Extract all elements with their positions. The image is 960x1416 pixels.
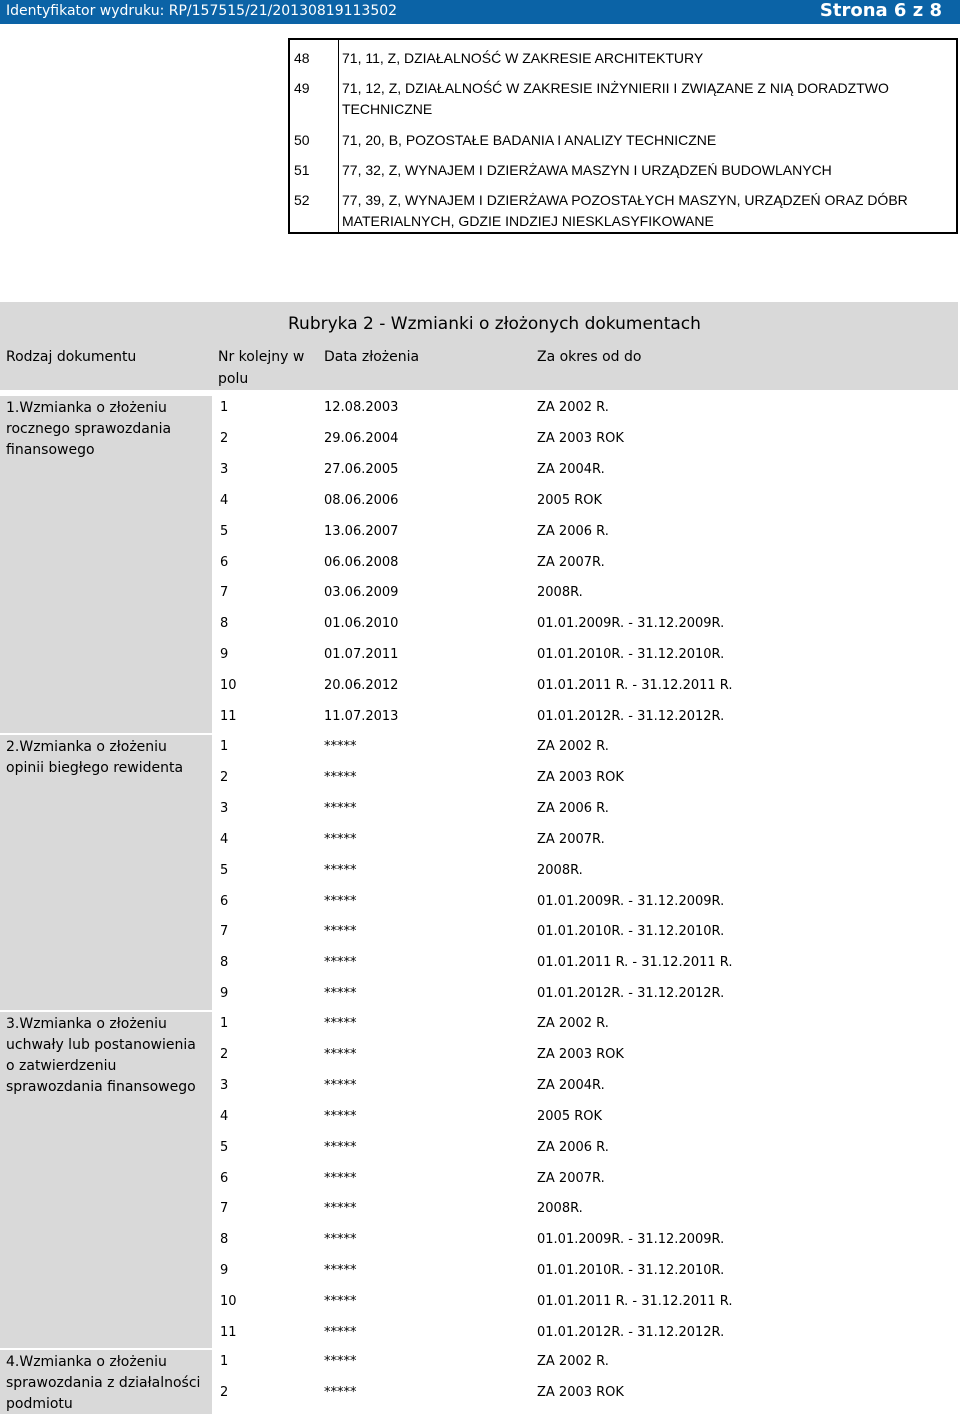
pkd-row-number: 50 — [294, 132, 310, 148]
sequence-number: 2 — [220, 430, 229, 446]
document-type-label: 3.Wzmianka o złożeniu uchwały lub postanowienia o zatwierdzeniu sprawozdania finansowego — [6, 1016, 196, 1095]
period: 2008R. — [537, 585, 583, 601]
sequence-number: 4 — [220, 1108, 229, 1124]
document-type-label: 1.Wzmianka o złożeniu rocznego sprawozdania finansowego — [6, 400, 172, 458]
sequence-number: 11 — [220, 1325, 237, 1340]
sequence-number: 10 — [220, 1294, 237, 1310]
filing-date: ***** — [324, 1232, 357, 1248]
filing-date: 01.07.2011 — [324, 647, 399, 663]
sequence-number: 1 — [220, 1016, 229, 1031]
sequence-number: 8 — [220, 1232, 229, 1248]
sequence-number: 4 — [220, 492, 229, 508]
filing-date: ***** — [324, 1046, 357, 1062]
period: ZA 2002 R. — [537, 739, 609, 754]
column-header-filing-date: Data złożenia — [324, 349, 420, 365]
sequence-number: 3 — [220, 800, 229, 816]
sequence-number: 1 — [220, 400, 229, 415]
filing-date: ***** — [324, 739, 357, 754]
pkd-row-number: 52 — [294, 192, 310, 208]
filing-date: ***** — [324, 800, 357, 816]
filing-date: ***** — [324, 955, 357, 971]
sequence-number: 6 — [220, 1170, 229, 1186]
filing-date: ***** — [324, 1201, 357, 1217]
sequence-number: 6 — [220, 893, 229, 909]
filing-date: 12.08.2003 — [324, 400, 399, 415]
period: ZA 2003 ROK — [537, 430, 624, 446]
period: 01.01.2012R. - 31.12.2012R. — [537, 709, 725, 724]
period: ZA 2002 R. — [537, 1354, 609, 1369]
filing-date: ***** — [324, 1263, 357, 1279]
pkd-row-number: 48 — [294, 50, 310, 66]
period: ZA 2003 ROK — [537, 769, 624, 785]
period: 01.01.2009R. - 31.12.2009R. — [537, 893, 725, 909]
print-header-bar — [0, 0, 960, 24]
filing-date: ***** — [324, 831, 357, 847]
filing-date: ***** — [324, 986, 357, 1002]
pkd-description-line: TECHNICZNE — [342, 101, 433, 117]
filing-date: 27.06.2005 — [324, 461, 399, 477]
sequence-number: 9 — [220, 1263, 229, 1279]
filing-date: 08.06.2006 — [324, 492, 399, 508]
filing-date: 29.06.2004 — [324, 430, 399, 446]
period: 01.01.2010R. - 31.12.2010R. — [537, 924, 725, 940]
filing-date: 01.06.2010 — [324, 616, 399, 632]
pkd-row-number: 51 — [294, 162, 310, 178]
period: ZA 2006 R. — [537, 1139, 609, 1155]
period: 01.01.2012R. - 31.12.2012R. — [537, 986, 725, 1002]
period: 2005 ROK — [537, 1108, 603, 1124]
sequence-number: 10 — [220, 678, 237, 694]
sequence-number: 6 — [220, 554, 229, 570]
sequence-number: 5 — [220, 1139, 229, 1155]
document-type-label: 2.Wzmianka o złożeniu opinii biegłego rewidenta — [6, 739, 184, 776]
period: 2008R. — [537, 862, 583, 878]
period: ZA 2007R. — [537, 1170, 605, 1186]
column-header-document-type: Rodzaj dokumentu — [6, 349, 137, 365]
filing-date: ***** — [324, 893, 357, 909]
filing-date: ***** — [324, 924, 357, 940]
sequence-number: 5 — [220, 862, 229, 878]
filing-date: 03.06.2009 — [324, 585, 399, 601]
period: ZA 2006 R. — [537, 523, 609, 539]
pkd-description-line: 71, 20, B, POZOSTAŁE BADANIA I ANALIZY TECHNICZNE — [342, 132, 717, 148]
sequence-number: 1 — [220, 1354, 229, 1369]
pkd-description-line: MATERIALNYCH, GDZIE INDZIEJ NIESKLASYFIKOWANE — [342, 213, 714, 229]
filing-date: 11.07.2013 — [324, 709, 399, 724]
sequence-number: 7 — [220, 924, 229, 940]
period: 01.01.2011 R. - 31.12.2011 R. — [537, 1294, 733, 1310]
sequence-number: 9 — [220, 986, 229, 1002]
filing-date: ***** — [324, 769, 357, 785]
sequence-number: 2 — [220, 1384, 229, 1400]
period: 01.01.2010R. - 31.12.2010R. — [537, 1263, 725, 1279]
filing-date: ***** — [324, 1354, 357, 1369]
sequence-number: 3 — [220, 1077, 229, 1093]
rubryka-title: Rubryka 2 - Wzmianki o złożonych dokumentach — [288, 314, 701, 334]
sequence-number: 7 — [220, 1201, 229, 1217]
sequence-number: 8 — [220, 955, 229, 971]
period: 01.01.2009R. - 31.12.2009R. — [537, 616, 725, 632]
filing-date: 13.06.2007 — [324, 523, 399, 539]
document-type-label: 4.Wzmianka o złożeniu sprawozdania z działalności podmiotu — [6, 1354, 201, 1412]
pkd-column-divider — [338, 40, 339, 232]
pkd-description-line: 71, 11, Z, DZIAŁALNOŚĆ W ZAKRESIE ARCHITEKTURY — [342, 50, 704, 66]
period: 01.01.2012R. - 31.12.2012R. — [537, 1325, 725, 1340]
print-identifier: Identyfikator wydruku: RP/157515/21/20130819113502 — [6, 3, 398, 19]
pkd-description-line: 77, 32, Z, WYNAJEM I DZIERŻAWA MASZYN I URZĄDZEŃ BUDOWLANYCH — [342, 162, 832, 178]
filing-date: ***** — [324, 1077, 357, 1093]
filing-date: ***** — [324, 1016, 357, 1031]
pkd-row-description — [342, 78, 942, 120]
sequence-number: 5 — [220, 523, 229, 539]
period: ZA 2006 R. — [537, 800, 609, 816]
period: 01.01.2011 R. - 31.12.2011 R. — [537, 955, 733, 971]
filing-date: ***** — [324, 1170, 357, 1186]
sequence-number: 8 — [220, 616, 229, 632]
column-header-period: Za okres od do — [537, 349, 642, 365]
sequence-number: 2 — [220, 769, 229, 785]
filing-date: 06.06.2008 — [324, 554, 399, 570]
period: 2008R. — [537, 1201, 583, 1217]
pkd-row-description — [342, 160, 942, 181]
period: ZA 2004R. — [537, 461, 605, 477]
pkd-row-description — [342, 130, 942, 151]
sequence-number: 2 — [220, 1046, 229, 1062]
period: ZA 2002 R. — [537, 1016, 609, 1031]
filing-date: ***** — [324, 1108, 357, 1124]
pkd-description-line: 71, 12, Z, DZIAŁALNOŚĆ W ZAKRESIE INŻYNIERII I ZWIĄZANE Z NIĄ DORADZTWO — [342, 80, 889, 96]
filing-date: 20.06.2012 — [324, 678, 399, 694]
sequence-number: 3 — [220, 461, 229, 477]
sequence-number: 7 — [220, 585, 229, 601]
filing-date: ***** — [324, 862, 357, 878]
period: ZA 2003 ROK — [537, 1384, 624, 1400]
pkd-row-description — [342, 48, 942, 69]
filing-date: ***** — [324, 1325, 357, 1340]
filing-date: ***** — [324, 1384, 357, 1400]
period: ZA 2007R. — [537, 831, 605, 847]
filing-date: ***** — [324, 1139, 357, 1155]
sequence-number: 1 — [220, 739, 229, 754]
period: 2005 ROK — [537, 492, 603, 508]
sequence-number: 11 — [220, 709, 237, 724]
sequence-number: 9 — [220, 647, 229, 663]
period: 01.01.2009R. - 31.12.2009R. — [537, 1232, 725, 1248]
pkd-row-description — [342, 190, 942, 232]
filing-date: ***** — [324, 1294, 357, 1310]
period: 01.01.2011 R. - 31.12.2011 R. — [537, 678, 733, 694]
period: ZA 2003 ROK — [537, 1046, 624, 1062]
period: 01.01.2010R. - 31.12.2010R. — [537, 647, 725, 663]
pkd-row-number: 49 — [294, 80, 310, 96]
sequence-number: 4 — [220, 831, 229, 847]
column-header-sequence: Nr kolejny w polu — [218, 349, 305, 387]
page-indicator: Strona 6 z 8 — [819, 0, 942, 21]
period: ZA 2002 R. — [537, 400, 609, 415]
pkd-table — [288, 38, 958, 234]
pkd-description-line: 77, 39, Z, WYNAJEM I DZIERŻAWA POZOSTAŁYCH MASZYN, URZĄDZEŃ ORAZ DÓBR — [342, 192, 908, 208]
period: ZA 2007R. — [537, 554, 605, 570]
period: ZA 2004R. — [537, 1077, 605, 1093]
